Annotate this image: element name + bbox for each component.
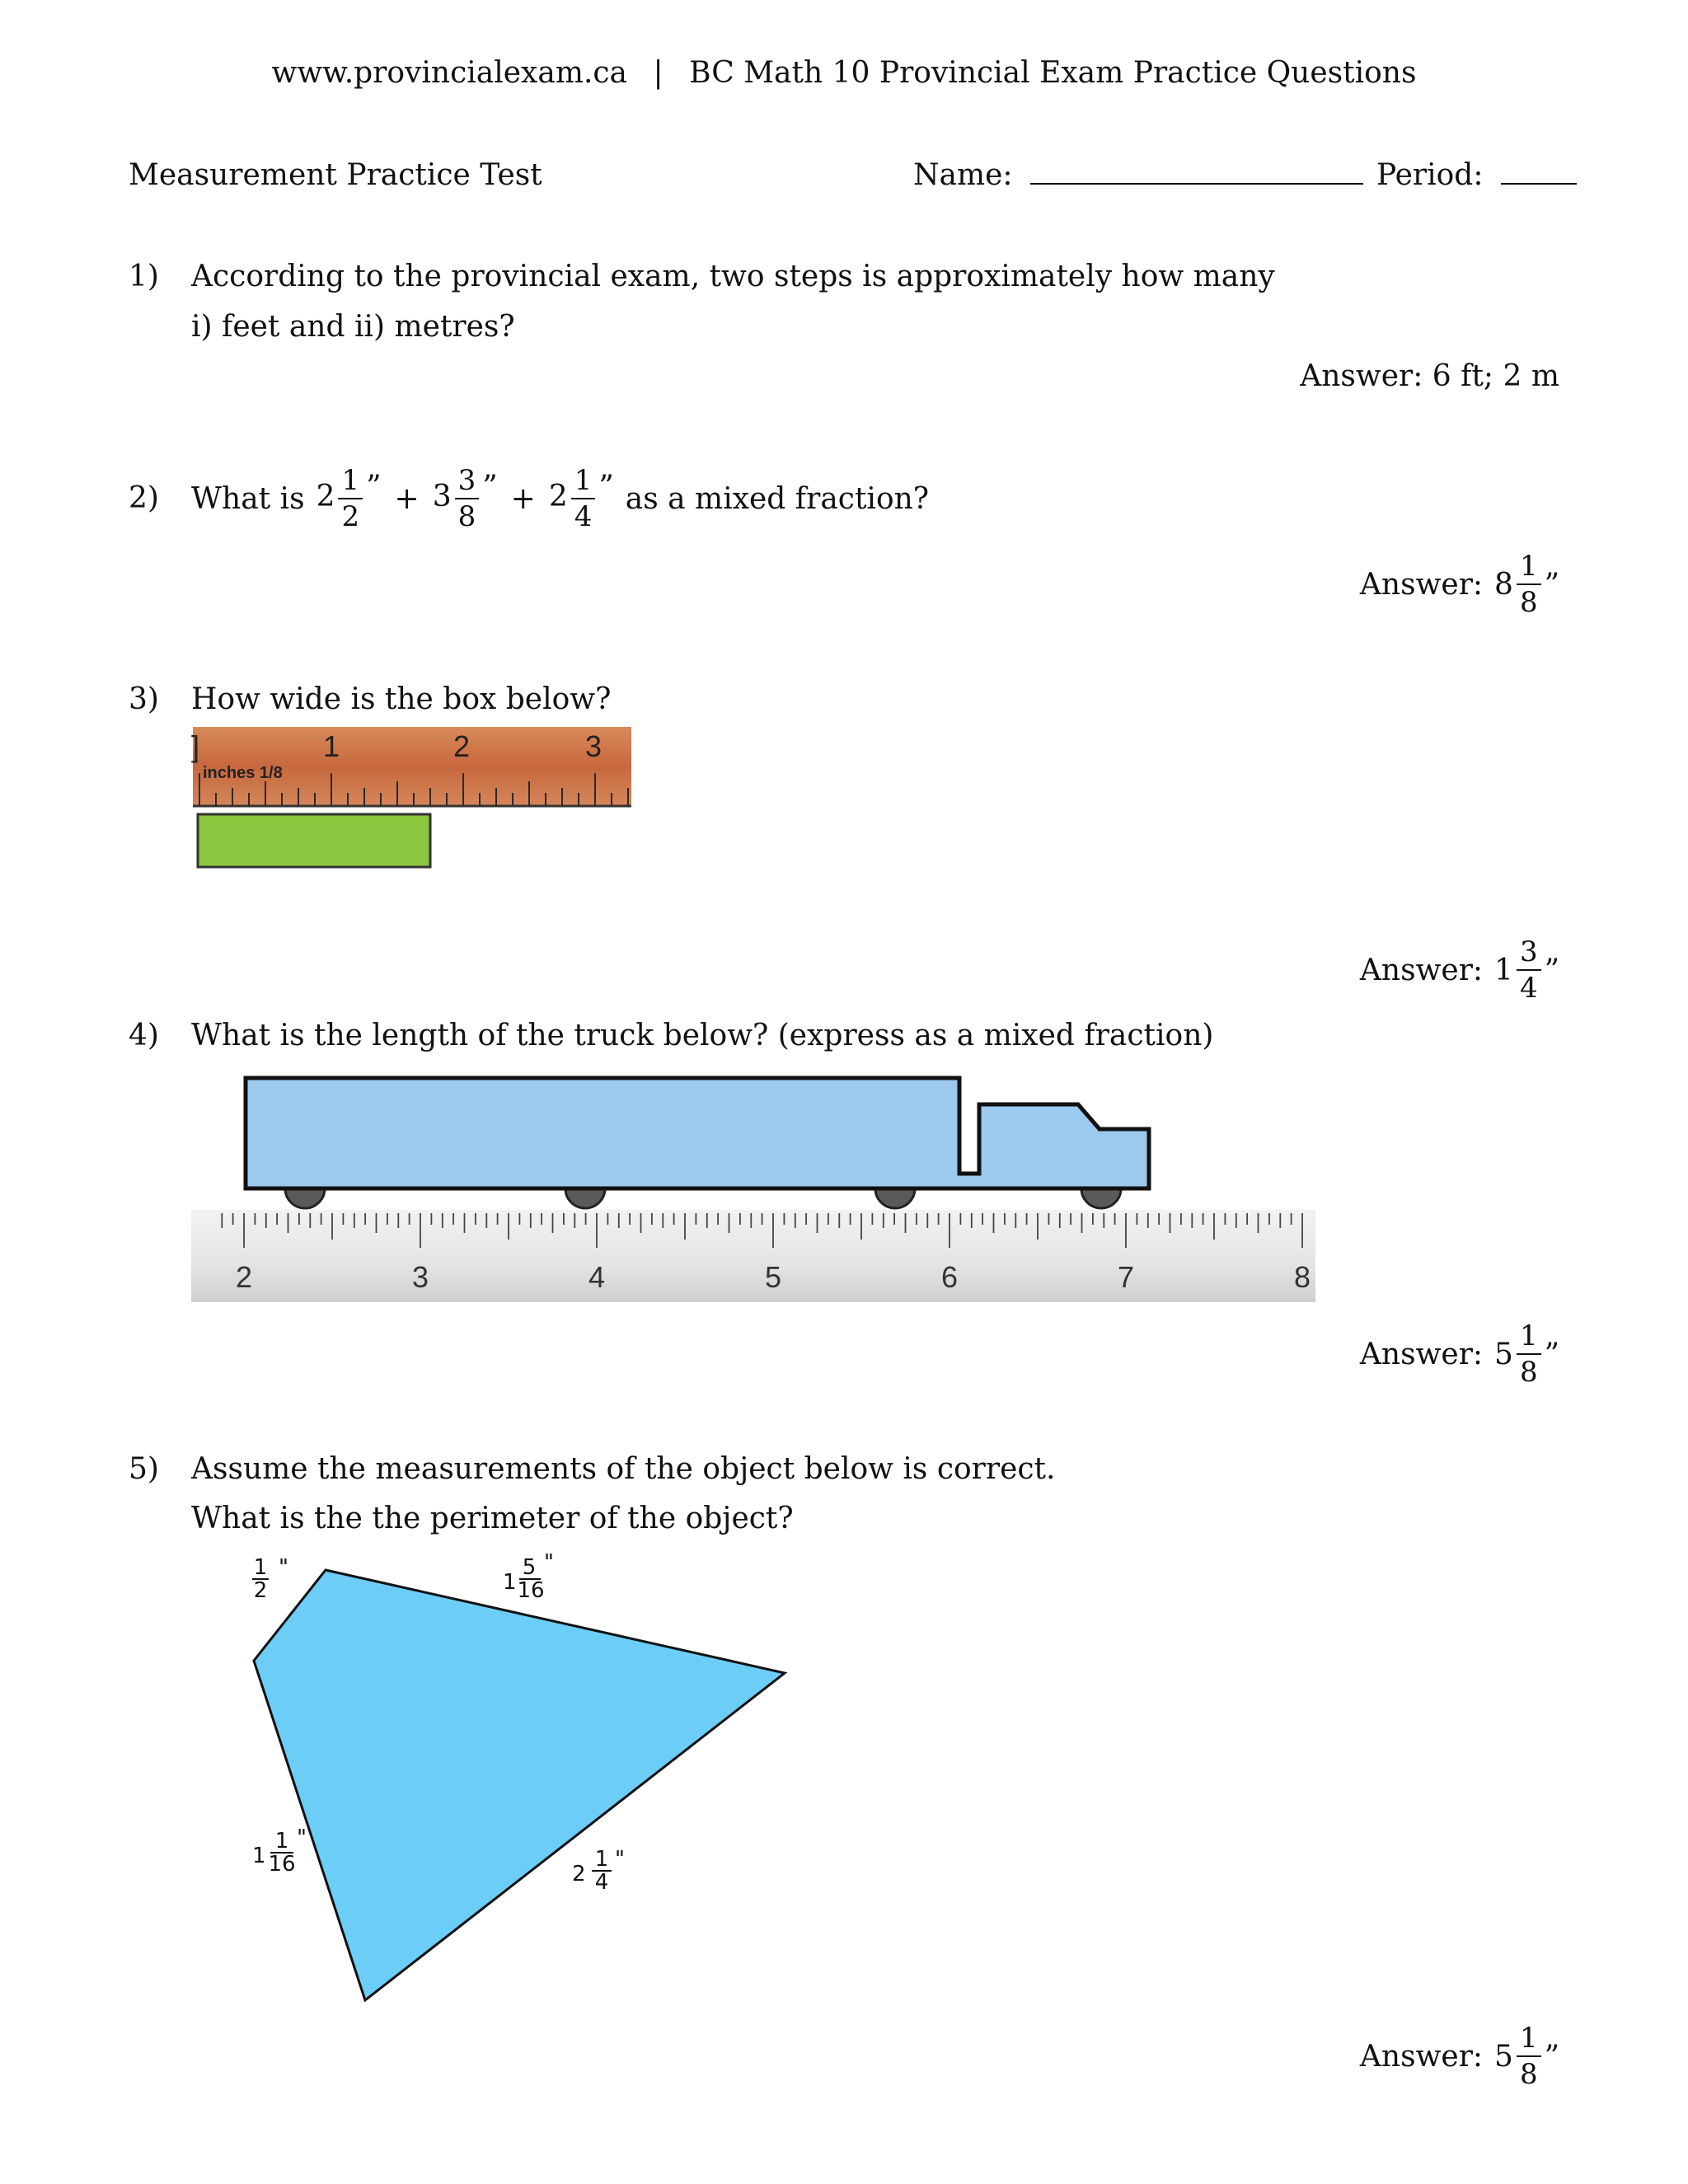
question-1-line2: i) feet and ii) metres? <box>191 310 515 344</box>
svg-text:16: 16 <box>517 1578 545 1603</box>
name-field[interactable] <box>913 158 1363 192</box>
question-3-answer: Answer: 1 $\frac{3}{4}$ ” <box>1359 935 1559 1005</box>
question-3-text: How wide is the box below? <box>191 682 612 716</box>
ruler-label: 4 <box>588 1260 606 1294</box>
svg-text:1: 1 <box>253 1555 268 1580</box>
truck-ruler-figure <box>190 1071 1319 1306</box>
plus-sign: + <box>510 481 536 516</box>
plus-sign: + <box>394 481 420 516</box>
name-label: Name: <box>913 158 1013 192</box>
site-url[interactable]: www.provincialexam.ca <box>271 56 628 90</box>
ruler-label: 5 <box>764 1260 782 1294</box>
ruler-label: 8 <box>1293 1260 1311 1294</box>
fraction: $\frac{1}{8}$ <box>1517 2024 1541 2088</box>
fraction: $\frac{1}{8}$ <box>1517 552 1541 616</box>
ruler-label: 3 <box>585 729 603 763</box>
name-blank[interactable] <box>1030 183 1363 185</box>
label-top-side <box>503 1550 554 1603</box>
answer-label: Answer: <box>1359 567 1484 602</box>
svg-text:": " <box>279 1555 288 1580</box>
ruler-label: ] <box>191 729 200 763</box>
ruler-label: 2 <box>453 729 471 763</box>
term-3: 2 $\frac{1}{4}$ ” <box>548 464 614 533</box>
period-field[interactable] <box>1376 158 1577 192</box>
answer-label: Answer: <box>1359 953 1484 987</box>
svg-text:1: 1 <box>252 1844 266 1868</box>
ruler-label: 6 <box>940 1260 959 1294</box>
fraction: $\frac{1}{4}$ <box>571 466 596 531</box>
header-separator: | <box>653 56 663 90</box>
question-4-answer: Answer: 5 $\frac{1}{8}$ ” <box>1359 1319 1559 1389</box>
header-title: BC Math 10 Provincial Exam Practice Questions <box>689 56 1417 90</box>
term-2: 3 $\frac{3}{8}$ ” <box>432 464 498 533</box>
ruler-label: 7 <box>1117 1260 1135 1294</box>
term-1: 2 $\frac{1}{2}$ ” <box>316 464 382 533</box>
svg-text:4: 4 <box>594 1870 609 1895</box>
question-5-line2: What is the the perimeter of the object? <box>191 1502 794 1535</box>
label-bottom-right-side <box>572 1847 625 1895</box>
green-box <box>198 814 430 867</box>
fraction: $\frac{3}{8}$ <box>455 466 480 531</box>
question-3-number: 3) <box>129 682 159 716</box>
fraction: $\frac{1}{2}$ <box>338 466 363 531</box>
quadrilateral-shape <box>254 1570 785 2000</box>
svg-text:1: 1 <box>594 1847 609 1872</box>
question-4-text: What is the length of the truck below? (express as a mixed fraction) <box>191 1019 1214 1052</box>
period-blank[interactable] <box>1501 183 1577 185</box>
period-label: Period: <box>1376 158 1484 192</box>
ruler-label: 2 <box>235 1260 253 1294</box>
question-2-number: 2) <box>129 481 159 515</box>
test-title: Measurement Practice Test <box>129 158 542 192</box>
svg-text:1: 1 <box>503 1570 517 1595</box>
question-4-number: 4) <box>129 1019 159 1052</box>
question-5-line1: Assume the measurements of the object below is correct. <box>191 1452 1056 1486</box>
quadrilateral-figure <box>231 1549 808 2011</box>
question-2-expression <box>191 462 929 536</box>
question-5-answer: Answer: 5 $\frac{1}{8}$ ” <box>1359 2022 1559 2091</box>
svg-text:2: 2 <box>253 1578 268 1603</box>
label-left-side <box>252 1825 307 1877</box>
svg-text:": " <box>615 1847 625 1872</box>
svg-text:": " <box>544 1550 554 1575</box>
question-2-prefix: What is <box>191 481 305 516</box>
svg-text:2: 2 <box>572 1862 586 1886</box>
svg-text:5: 5 <box>522 1555 537 1580</box>
ruler-label: 3 <box>411 1260 429 1294</box>
truck-body <box>246 1078 1149 1188</box>
question-2-answer: Answer: 8 $\frac{1}{8}$ ” <box>1359 550 1559 619</box>
answer-value: 6 ft; 2 m <box>1432 359 1559 393</box>
svg-text:16: 16 <box>268 1852 296 1877</box>
steel-ruler-body <box>191 1210 1315 1302</box>
svg-text:": " <box>297 1825 307 1850</box>
fraction: $\frac{1}{8}$ <box>1517 1322 1541 1386</box>
question-5-number: 5) <box>129 1452 159 1486</box>
ruler-caption: inches 1/8 <box>203 764 283 782</box>
ruler-label: 1 <box>323 729 340 763</box>
question-1-answer <box>1300 359 1559 393</box>
ruler-box-figure <box>191 725 636 874</box>
label-short-side <box>252 1555 288 1603</box>
fraction: $\frac{3}{4}$ <box>1517 938 1541 1002</box>
svg-text:1: 1 <box>274 1829 289 1854</box>
question-1-line1: According to the provincial exam, two steps is approximately how many <box>191 260 1275 293</box>
answer-label: Answer: <box>1300 359 1423 393</box>
page-header <box>0 56 1688 90</box>
question-2-suffix: as a mixed fraction? <box>625 481 930 516</box>
answer-label: Answer: <box>1359 2039 1484 2074</box>
question-1-number: 1) <box>129 260 159 293</box>
answer-label: Answer: <box>1359 1337 1484 1371</box>
